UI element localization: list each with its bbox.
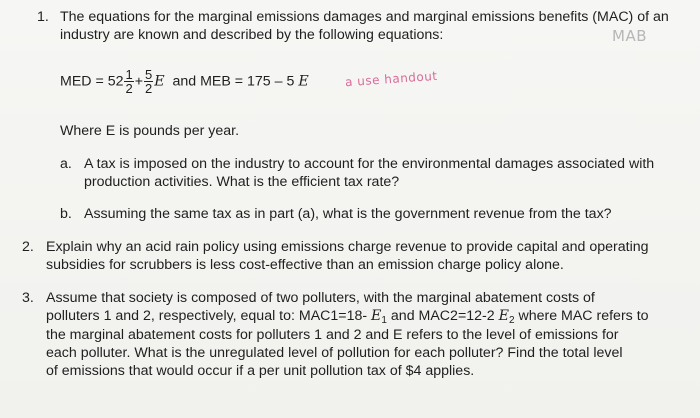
handwritten-mab-note: MAB — [612, 27, 647, 45]
q3-line-2 — [46, 308, 649, 329]
variable-e: E — [154, 73, 165, 90]
variable-e: E — [298, 73, 309, 90]
q3-line-1: Assume that society is composed of two polluters, with the marginal abatement costs of — [46, 290, 595, 306]
meb-equation: and MEB = 175 – 5 — [172, 73, 295, 90]
q2-line-1: Explain why an acid rain policy using emissions charge revenue to provide capital and operating — [46, 239, 649, 255]
fraction-one-half — [124, 68, 133, 95]
med-prefix: MED = 52 — [60, 73, 124, 90]
q1b-line-1: Assuming the same tax as in part (a), what is the government revenue from the tax? — [84, 206, 612, 222]
q3-line-2-part-c: where MAC refers to — [514, 308, 649, 324]
q1b-label: b. — [60, 206, 72, 222]
subscript-2: 2 — [508, 315, 515, 326]
q1-line-2: industry are known and described by the following equations: — [60, 27, 444, 43]
plus-sign: + — [134, 73, 144, 90]
q3-line-2-part-a: polluters 1 and 2, respectively, equal to: MAC1=18- — [46, 308, 372, 324]
fraction-denominator: 2 — [125, 81, 133, 96]
q3-line-5: of emissions that would occur if a per unit pollution tax of $4 applies. — [46, 363, 475, 379]
equation-line — [60, 68, 309, 95]
q2-number: 2. — [22, 239, 34, 255]
fraction-denominator: 2 — [145, 81, 153, 96]
fraction-five-halves — [144, 68, 153, 95]
q3-number: 3. — [22, 290, 34, 306]
q1a-line-2: production activities. What is the efficient tax rate? — [84, 174, 400, 190]
variable-e2: E — [498, 308, 509, 324]
q1-line-1: The equations for the marginal emissions damages and marginal emissions benefits (MAC) of an — [60, 9, 669, 25]
variable-e1: E — [371, 308, 382, 324]
q3-line-3: the marginal abatement costs for polluters 1 and 2 and E refers to the level of emissions for — [46, 327, 619, 343]
fraction-numerator: 5 — [145, 67, 153, 82]
q3-line-4: each polluter. What is the unregulated level of pollution for each polluter? Find the total level — [46, 345, 623, 361]
handwritten-use-handout-note: a use handout — [344, 68, 438, 90]
q1a-line-1: A tax is imposed on the industry to account for the environmental damages associated with — [84, 156, 655, 172]
subscript-1: 1 — [381, 315, 387, 326]
q2-line-2: subsidies for scrubbers is less cost-effective than an emission charge policy alone. — [46, 257, 564, 273]
q3-line-2-part-b: and MAC2=12-2 — [386, 308, 499, 324]
fraction-numerator: 1 — [125, 67, 133, 82]
where-e-definition: Where E is pounds per year. — [60, 123, 240, 139]
q1a-label: a. — [60, 156, 72, 172]
q1-number: 1. — [37, 9, 49, 25]
